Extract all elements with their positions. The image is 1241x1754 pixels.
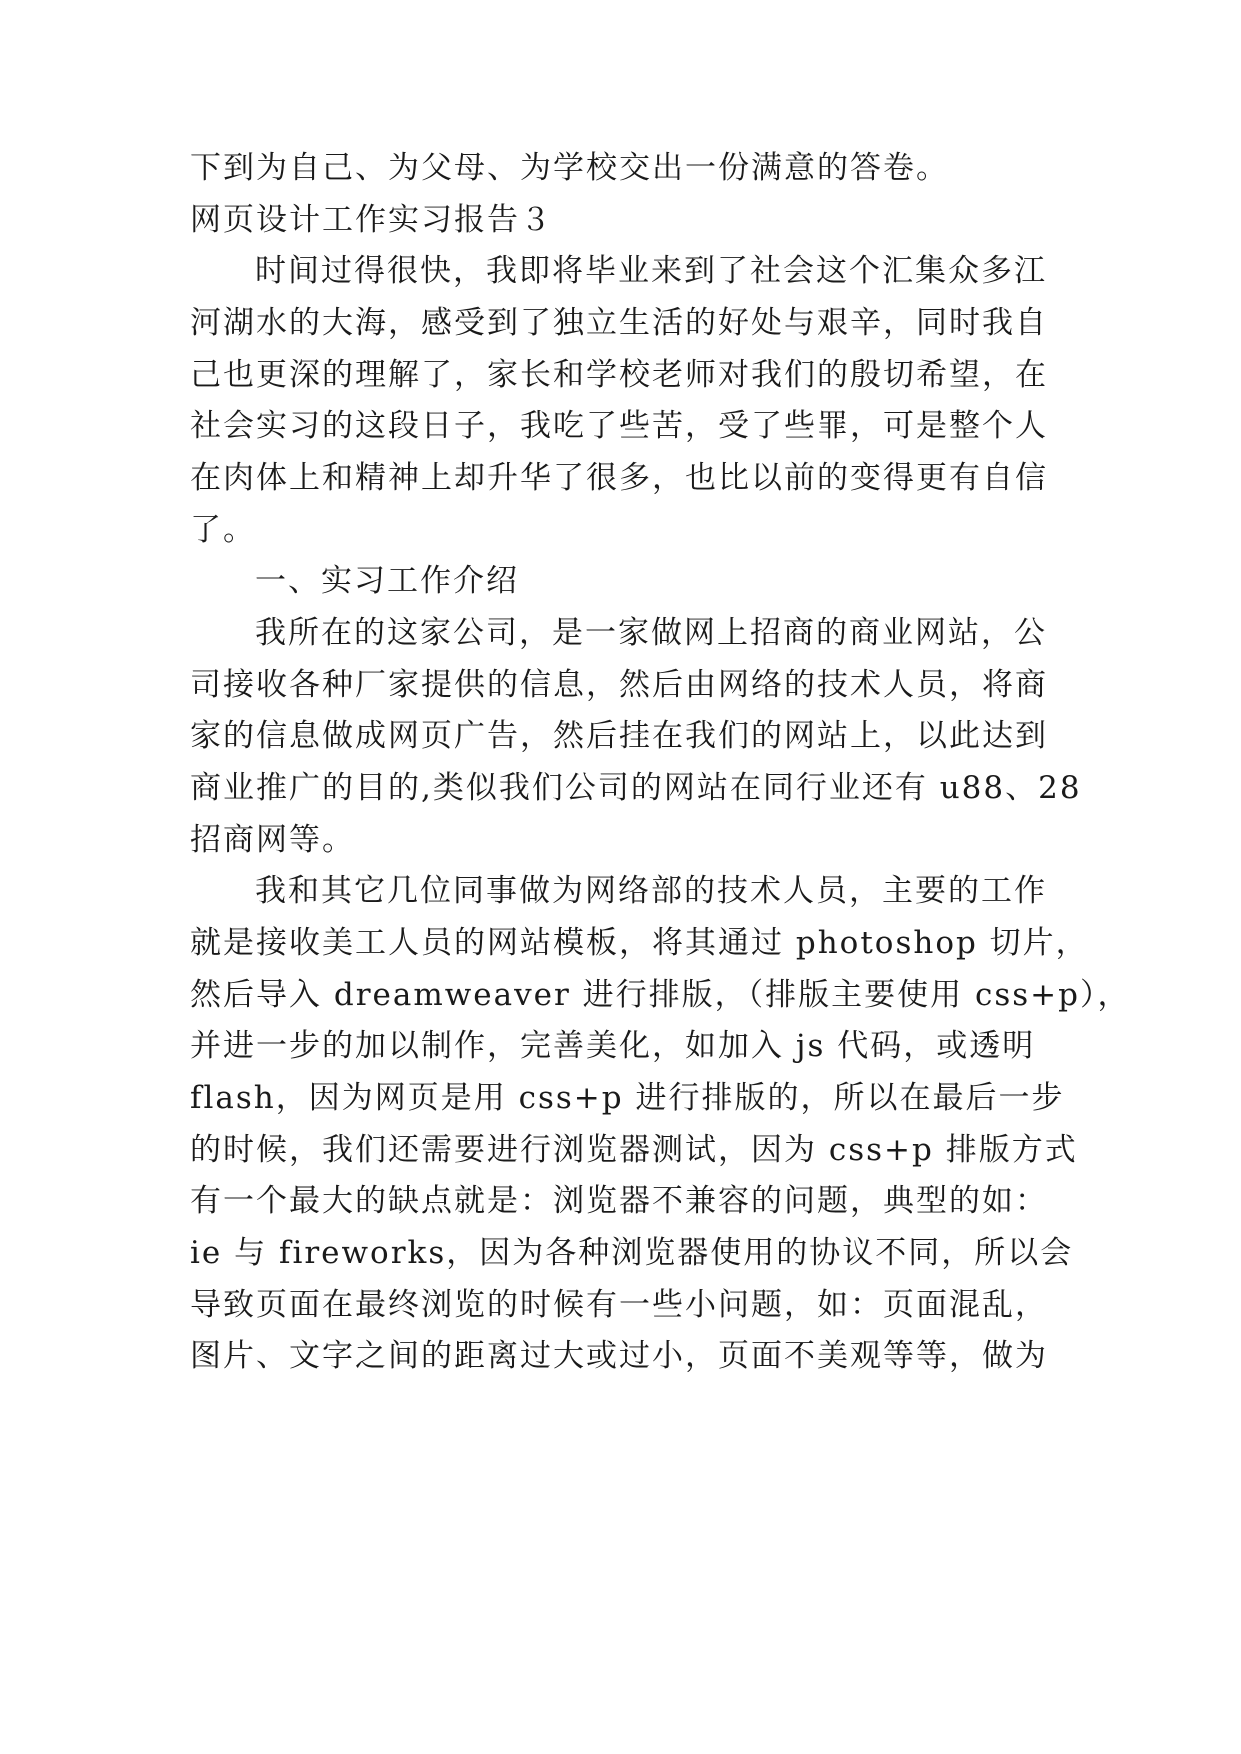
text-line: 然后导入 dreamweaver 进行排版，（排版主要使用 css+p）， — [190, 977, 1131, 1013]
text-line: flash，因为网页是用 css+p 进行排版的，所以在最后一步 — [190, 1080, 1065, 1116]
text-line: 司接收各种厂家提供的信息，然后由网络的技术人员，将商 — [190, 667, 1048, 703]
text-line: 导致页面在最终浏览的时候有一些小问题，如：页面混乱， — [190, 1287, 1048, 1323]
text-line: 在肉体上和精神上却升华了很多，也比以前的变得更有自信 — [190, 460, 1048, 496]
text-line: 招商网等。 — [190, 822, 355, 858]
text-line: 社会实习的这段日子，我吃了些苦，受了些罪，可是整个人 — [190, 408, 1048, 444]
text-line: 商业推广的目的,类似我们公司的网站在同行业还有 u88、28 — [190, 770, 1082, 806]
text-line: 有一个最大的缺点就是：浏览器不兼容的问题，典型的如： — [190, 1183, 1048, 1219]
paragraph-first-line: 时间过得很快，我即将毕业来到了社会这个汇集众多江 — [255, 253, 1047, 289]
text-line: 的时候，我们还需要进行浏览器测试，因为 css+p 排版方式 — [190, 1132, 1078, 1168]
text-line: ie 与 fireworks，因为各种浏览器使用的协议不同，所以会 — [190, 1235, 1074, 1271]
text-line: 就是接收美工人员的网站模板，将其通过 photoshop 切片， — [190, 925, 1089, 961]
text-line: 下到为自己、为父母、为学校交出一份满意的答卷。 — [190, 150, 949, 186]
paragraph-first-line: 我所在的这家公司，是一家做网上招商的商业网站，公 — [255, 615, 1047, 651]
text-line: 河湖水的大海，感受到了独立生活的好处与艰辛，同时我自 — [190, 305, 1048, 341]
subsection-heading: 一、实习工作介绍 — [255, 563, 519, 599]
text-line: 了。 — [190, 512, 256, 548]
text-line: 并进一步的加以制作，完善美化，如加入 js 代码，或透明 — [190, 1028, 1036, 1064]
section-heading: 网页设计工作实习报告３ — [190, 202, 553, 238]
text-line: 己也更深的理解了，家长和学校老师对我们的殷切希望，在 — [190, 357, 1048, 393]
text-line: 家的信息做成网页广告，然后挂在我们的网站上，以此达到 — [190, 718, 1048, 754]
text-line: 图片、文字之间的距离过大或过小，页面不美观等等，做为 — [190, 1338, 1048, 1374]
paragraph-first-line: 我和其它几位同事做为网络部的技术人员，主要的工作 — [255, 873, 1047, 909]
